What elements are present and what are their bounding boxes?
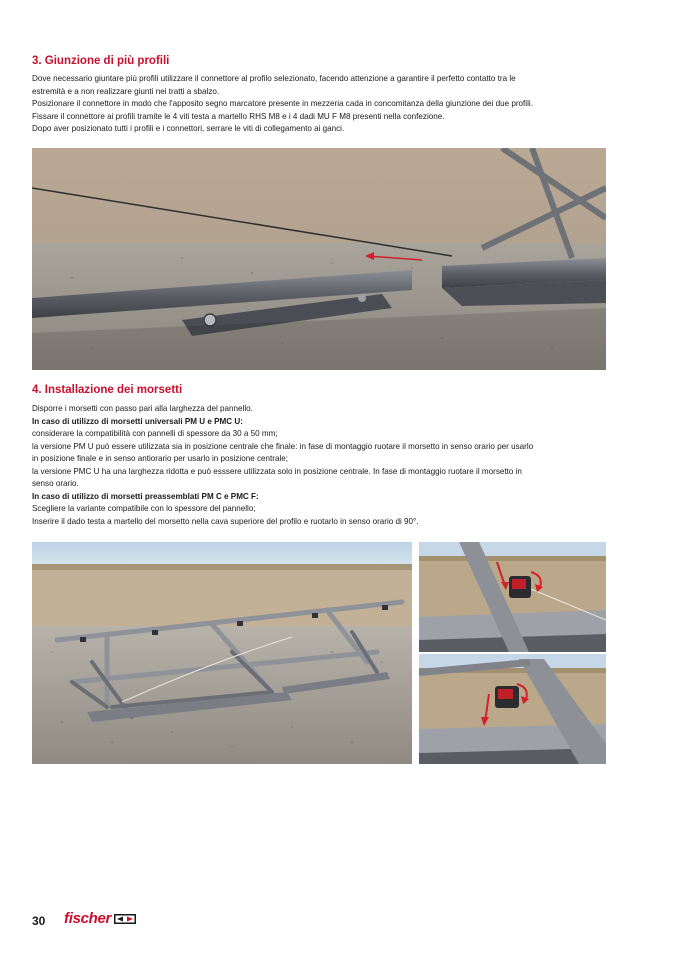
brand-name: fischer (64, 910, 112, 927)
section-3-body (32, 73, 622, 136)
universal-clamps-line: senso orario. (32, 479, 79, 488)
clamp-insert-detail-photo (419, 542, 606, 652)
preassembled-clamps-line: Inserire il dado testa a martello del morsetto nella cava superiore del profilo e ruotarlo in senso orario di 90°. (32, 516, 419, 526)
profile-joint-photo (32, 148, 606, 370)
brand-mark-icon (114, 914, 136, 924)
section-3-line: Dopo aver posizionato tutti i profili e i connettori, serrare le viti di collegamento ai ganci. (32, 124, 345, 133)
section-3-line: Dove necessario giuntare più profili utilizzare il connettore al profilo selezionato, facendo attenzione a garantire il perfetto contatto tra le (32, 74, 516, 83)
universal-clamps-line: la versione PMC U ha una larghezza ridotta e può esssere utilizzata solo in posizione centrale. In fase di montaggio ruotare il morsetto in (32, 466, 522, 476)
page-number: 30 (32, 914, 46, 928)
universal-clamps-line: la versione PM U può essere utilizzata sia in posizione centrale che finale: in fase di montaggio ruotare il morsetto in senso orario per usarlo (32, 441, 534, 451)
universal-clamps-heading: In caso di utilizzo di morsetti universali PM U e PMC U: (32, 416, 243, 426)
universal-clamps-line: considerare la compatibilità con pannelli di spessore da 30 a 50 mm; (32, 429, 278, 438)
universal-clamps-line: in posizione finale e in senso antiorario per usarlo in posizione centrale; (32, 454, 289, 463)
mounting-frame-photo (32, 542, 412, 764)
preassembled-clamps-line: Scegliere la variante compatibile con lo spessore del pannello; (32, 504, 256, 513)
clamp-rotate-detail-photo (419, 654, 606, 764)
section-4-title: 4. Installazione dei morsetti (32, 384, 183, 396)
section-4-body (32, 403, 622, 528)
section-3-line: estremità e a non realizzare giunti nei tratti a sbalzo. (32, 86, 220, 96)
section-4-intro: Disporre i morsetti con passo pari alla larghezza del pannello. (32, 404, 253, 413)
fischer-logo (64, 910, 136, 927)
section-3-title: 3. Giunzione di più profili (32, 55, 170, 67)
section-3-line: Posizionare il connettore in modo che l'apposito segno marcatore presente in mezzeria cada in concomitanza della giunzione dei due profili. (32, 99, 533, 108)
section-3-line: Fissare il connettore ai profili tramite le 4 viti testa a martello RHS M8 e i 4 dadi MU F M8 presenti nella confezione. (32, 111, 445, 121)
preassembled-clamps-heading: In caso di utilizzo di morsetti preassemblati PM C e PMC F: (32, 491, 259, 501)
